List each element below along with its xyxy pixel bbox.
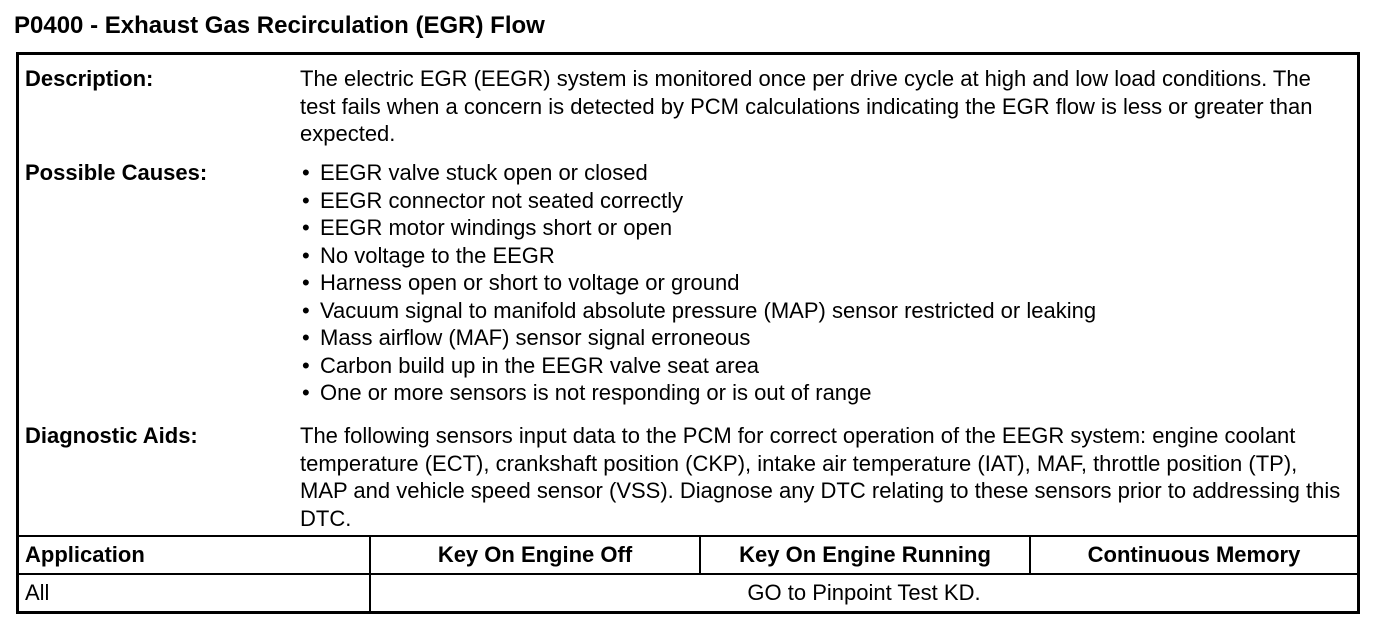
table-header-row — [19, 536, 1357, 574]
diagnostic-aids-content — [300, 422, 1350, 532]
possible-causes-content — [300, 159, 1350, 407]
cause-item: • EEGR connector not seated correctly — [300, 187, 1350, 215]
continuous-memory-header: Continuous Memory — [1030, 536, 1357, 574]
dtc-info-box — [16, 52, 1360, 614]
possible-causes-label: Possible Causes: — [25, 160, 208, 185]
application-table — [19, 535, 1357, 611]
cause-item: • Carbon build up in the EEGR valve seat area — [300, 352, 1350, 380]
cause-item: • Harness open or short to voltage or ground — [300, 269, 1350, 297]
application-cell: All — [19, 574, 370, 611]
koeo-header: Key On Engine Off — [370, 536, 700, 574]
description-text: The electric EGR (EEGR) system is monitored once per drive cycle at high and low load conditions. The test fails when a concern is detected by PCM calculations indicating the EGR flow is less or greater than expected. — [300, 66, 1313, 146]
diagnostic-aids-text: The following sensors input data to the PCM for correct operation of the EEGR system: engine coolant temperature (ECT), crankshaft position (CKP), intake air temperature (IAT), MAF, throttle position (TP), MAP and vehicle speed sensor (VSS). Diagnose any DTC relating to these sensors prior to addressing this DTC. — [300, 423, 1341, 531]
cause-item: • Mass airflow (MAF) sensor signal erroneous — [300, 324, 1350, 352]
page-title: P0400 - Exhaust Gas Recirculation (EGR) Flow — [14, 12, 545, 39]
cause-item: • Vacuum signal to manifold absolute pressure (MAP) sensor restricted or leaking — [300, 297, 1350, 325]
application-header: Application — [19, 536, 370, 574]
cause-item: • EEGR motor windings short or open — [300, 214, 1350, 242]
cause-item: • No voltage to the EEGR — [300, 242, 1350, 270]
description-label: Description: — [25, 66, 154, 91]
cause-item: • One or more sensors is not responding or is out of range — [300, 379, 1350, 407]
possible-causes-list — [300, 159, 1350, 407]
cause-item: • EEGR valve stuck open or closed — [300, 159, 1350, 187]
description-content — [300, 65, 1350, 148]
koer-header: Key On Engine Running — [700, 536, 1030, 574]
table-row — [19, 574, 1357, 611]
pinpoint-test-cell: GO to Pinpoint Test KD. — [370, 574, 1357, 611]
diagnostic-aids-label: Diagnostic Aids: — [25, 423, 198, 448]
